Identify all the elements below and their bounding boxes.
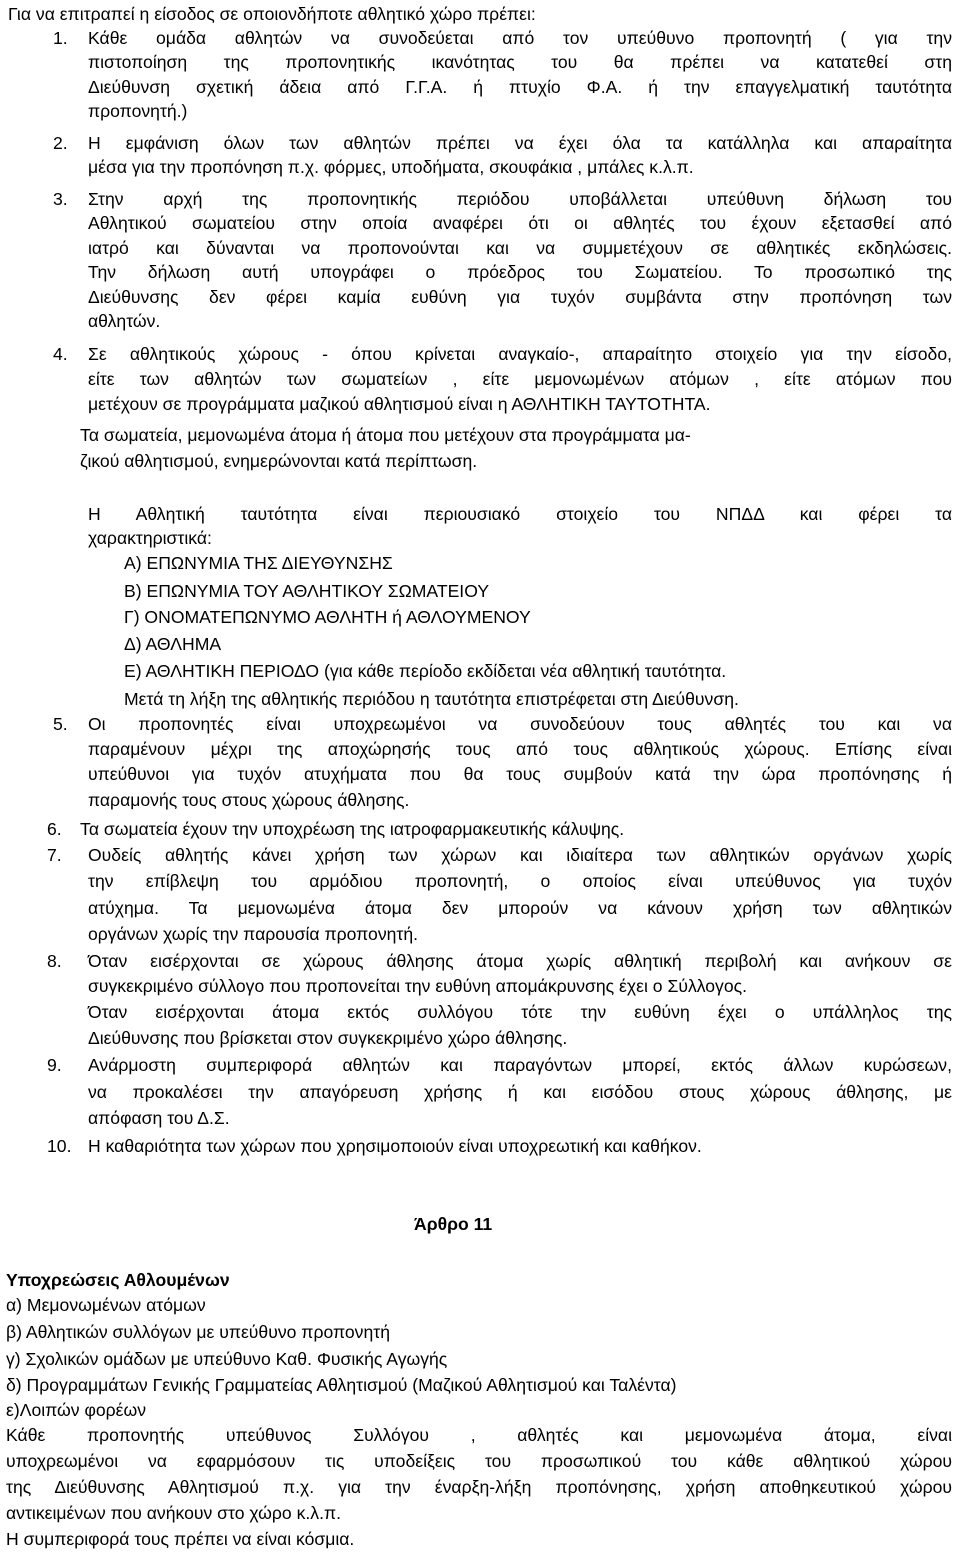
item-line: Ουδείς αθλητής κάνει χρήση των χώρων και ιδιαίτερα των αθλητικών οργάνων χωρίς bbox=[88, 845, 952, 865]
article-title: Άρθρο 11 bbox=[414, 1214, 493, 1234]
article-paragraph-line: υποχρεωμένοι να εφαρμόσουν τις υποδείξεις του προσωπικού του κάθε αθλητικού χώρου bbox=[6, 1451, 952, 1471]
item-line: Αθλητικού σωματείου στην οποία αναφέρει ότι οι αθλητές του έχουν εξετασθεί από bbox=[88, 213, 952, 233]
item-line: οργάνων χωρίς την παρουσία προπονητή. bbox=[88, 924, 419, 944]
item-line: Η εμφάνιση όλων των αθλητών πρέπει να έχει όλα τα κατάλληλα και απαραίτητα bbox=[88, 133, 952, 153]
item-line: Τα σωματεία έχουν την υποχρέωση της ιατροφαρμακευτικής κάλυψης. bbox=[80, 819, 625, 839]
item-line: την επίβλεψη του αρμόδιου προπονητή, ο οποίος είναι υπεύθυνος για τυχόν bbox=[88, 871, 952, 891]
item-number: 10. bbox=[47, 1136, 72, 1156]
item-line: ατύχημα. Τα μεμονωμένα άτομα δεν μπορούν να κάνουν χρήση των αθλητικών bbox=[88, 898, 952, 918]
item-number: 9. bbox=[47, 1055, 62, 1075]
item-line: να προκαλέσει την απαγόρευση χρήσης ή και εισόδου στους χώρους άθλησης, με bbox=[88, 1082, 952, 1102]
item-line: Την δήλωση αυτή υπογράφει ο πρόεδρος του Σωματείου. Το προσωπικό της bbox=[88, 262, 952, 282]
item-line: ιατρό και δύνανται να προπονούνται και να συμμετέχουν σε αθλητικές εκδηλώσεις. bbox=[88, 238, 952, 258]
athletic-id-feature: Α) ΕΠΩΝΥΜΙΑ ΤΗΣ ΔΙΕΥΘΥΝΣΗΣ bbox=[124, 553, 393, 573]
item-number: 3. bbox=[53, 189, 68, 209]
item-line: Ανάρμοστη συμπεριφορά αθλητών και παραγόντων μπορεί, εκτός άλλων κυρώσεων, bbox=[88, 1055, 952, 1075]
item-number: 6. bbox=[47, 819, 62, 839]
item-line: απόφαση του Δ.Σ. bbox=[88, 1108, 230, 1128]
item-number: 1. bbox=[53, 28, 68, 48]
athletic-id-feature: Δ) ΑΘΛΗΜΑ bbox=[124, 634, 222, 654]
item-line: συγκεκριμένο σύλλογο που προπονείται την ευθύνη απομάκρυνσης έχει ο Σύλλογος. bbox=[88, 976, 748, 996]
item-number: 4. bbox=[53, 344, 68, 364]
item-line: Η καθαριότητα των χώρων που χρησιμοποιούν είναι υποχρεωτική και καθήκον. bbox=[88, 1136, 702, 1156]
item-line: προπονητή.) bbox=[88, 101, 188, 121]
article-list-item: β) Αθλητικών συλλόγων με υπεύθυνο προπονητή bbox=[6, 1322, 390, 1342]
article-paragraph-line: αντικειμένων που ανήκουν στο χώρο κ.λ.π. bbox=[6, 1503, 341, 1523]
article-list-item: δ) Προγραμμάτων Γενικής Γραμματείας Αθλητισμού (Μαζικού Αθλητισμού και Ταλέντα) bbox=[6, 1375, 677, 1395]
item-line: είτε των αθλητών των σωματείων , είτε μεμονωμένων ατόμων , είτε ατόμων που bbox=[88, 369, 952, 389]
item-line: Διεύθυνση σχετική άδεια από Γ.Γ.Α. ή πτυχίο Φ.Α. ή την επαγγελματική ταυτότητα bbox=[88, 77, 952, 97]
item-number: 5. bbox=[53, 714, 68, 734]
article-paragraph-line: Κάθε προπονητής υπεύθυνος Συλλόγου , αθλητές και μεμονωμένα άτομα, είναι bbox=[6, 1425, 952, 1445]
item-number: 2. bbox=[53, 133, 68, 153]
article-closing: Η συμπεριφορά τους πρέπει να είναι κόσμια. bbox=[6, 1529, 355, 1549]
item-line: Διεύθυνσης δεν φέρει καμία ευθύνη για τυχόν συμβάντα στην προπόνηση των bbox=[88, 287, 952, 307]
item-line: αθλητών. bbox=[88, 311, 161, 331]
item-line: Κάθε ομάδα αθλητών να συνοδεύεται από τον υπεύθυνο προπονητή ( για την bbox=[88, 28, 952, 48]
athletic-id-feature: Β) ΕΠΩΝΥΜΙΑ ΤΟΥ ΑΘΛΗΤΙΚΟΥ ΣΩΜΑΤΕΙΟΥ bbox=[124, 581, 490, 601]
athletic-id-line: Η Αθλητική ταυτότητα είναι περιουσιακό στοιχείο του ΝΠΔΔ και φέρει τα bbox=[88, 504, 952, 524]
item-line: μετέχουν σε προγράμματα μαζικού αθλητισμού είναι η ΑΘΛΗΤΙΚΗ ΤΑΥΤΟΤΗΤΑ. bbox=[88, 394, 711, 414]
item-line: Στην αρχή της προπονητικής περιόδου υποβάλλεται υπεύθυνη δήλωση του bbox=[88, 189, 952, 209]
item-line: Τα σωματεία, μεμονωμένα άτομα ή άτομα που μετέχουν στα προγράμματα μα- bbox=[80, 425, 691, 445]
intro-line: Για να επιτραπεί η είσοδος σε οποιονδήποτε αθλητικό χώρο πρέπει: bbox=[8, 4, 536, 24]
item-number: 8. bbox=[47, 951, 62, 971]
item-line: υπεύθυνοι για τυχόν ατυχήματα που θα τους συμβούν κατά την ώρα προπόνησης ή bbox=[88, 764, 952, 784]
item-line: ζικού αθλητισμού, ενημερώνονται κατά περίπτωση. bbox=[80, 451, 478, 471]
article-list-item: ε)Λοιπών φορέων bbox=[6, 1400, 147, 1420]
athletic-id-feature: Γ) ΟΝΟΜΑΤΕΠΩΝΥΜΟ ΑΘΛΗΤΗ ή ΑΘΛΟΥΜΕΝΟΥ bbox=[124, 607, 531, 627]
article-list-item: α) Μεμονωμένων ατόμων bbox=[6, 1295, 206, 1315]
item-line: παραμονής τους στους χώρους άθλησης. bbox=[88, 790, 410, 810]
article-list-item: γ) Σχολικών ομάδων με υπεύθυνο Καθ. Φυσικής Αγωγής bbox=[6, 1349, 448, 1369]
athletic-id-line: χαρακτηριστικά: bbox=[88, 528, 212, 548]
item-line: Σε αθλητικούς χώρους - όπου κρίνεται αναγκαίο-, απαραίτητο στοιχείο για την είσοδο, bbox=[88, 344, 952, 364]
item-line: παραμένουν μέχρι της αποχώρησής τους από τους αθλητικούς χώρους. Επίσης είναι bbox=[88, 739, 952, 759]
athletic-id-feature: Μετά τη λήξη της αθλητικής περιόδου η ταυτότητα επιστρέφεται στη Διεύθυνση. bbox=[124, 689, 739, 709]
item-line: Διεύθυνσης που βρίσκεται στον συγκεκριμένο χώρο άθλησης. bbox=[88, 1028, 568, 1048]
article-paragraph-line: της Διεύθυνσης Αθλητισμού π.χ. για την έναρξη-λήξη προπόνησης, χρήση αποθηκευτικού χώρου bbox=[6, 1477, 952, 1497]
item-number: 7. bbox=[47, 845, 62, 865]
article-subtitle: Υποχρεώσεις Αθλουμένων bbox=[6, 1270, 230, 1290]
item-line: Όταν εισέρχονται άτομα εκτός συλλόγου τότε την ευθύνη έχει ο υπάλληλος της bbox=[88, 1002, 952, 1022]
athletic-id-feature: Ε) ΑΘΛΗΤΙΚΗ ΠΕΡΙΟΔΟ (για κάθε περίοδο εκδίδεται νέα αθλητική ταυτότητα. bbox=[124, 661, 727, 681]
item-line: Όταν εισέρχονται σε χώρους άθλησης άτομα χωρίς αθλητική περιβολή και ανήκουν σε bbox=[88, 951, 952, 971]
item-line: μέσα για την προπόνηση π.χ. φόρμες, υποδήματα, σκουφάκια , μπάλες κ.λ.π. bbox=[88, 157, 694, 177]
item-line: Οι προπονητές είναι υποχρεωμένοι να συνοδεύουν τους αθλητές του και να bbox=[88, 714, 952, 734]
item-line: πιστοποίηση της προπονητικής ικανότητας του θα πρέπει να κατατεθεί στη bbox=[88, 52, 952, 72]
